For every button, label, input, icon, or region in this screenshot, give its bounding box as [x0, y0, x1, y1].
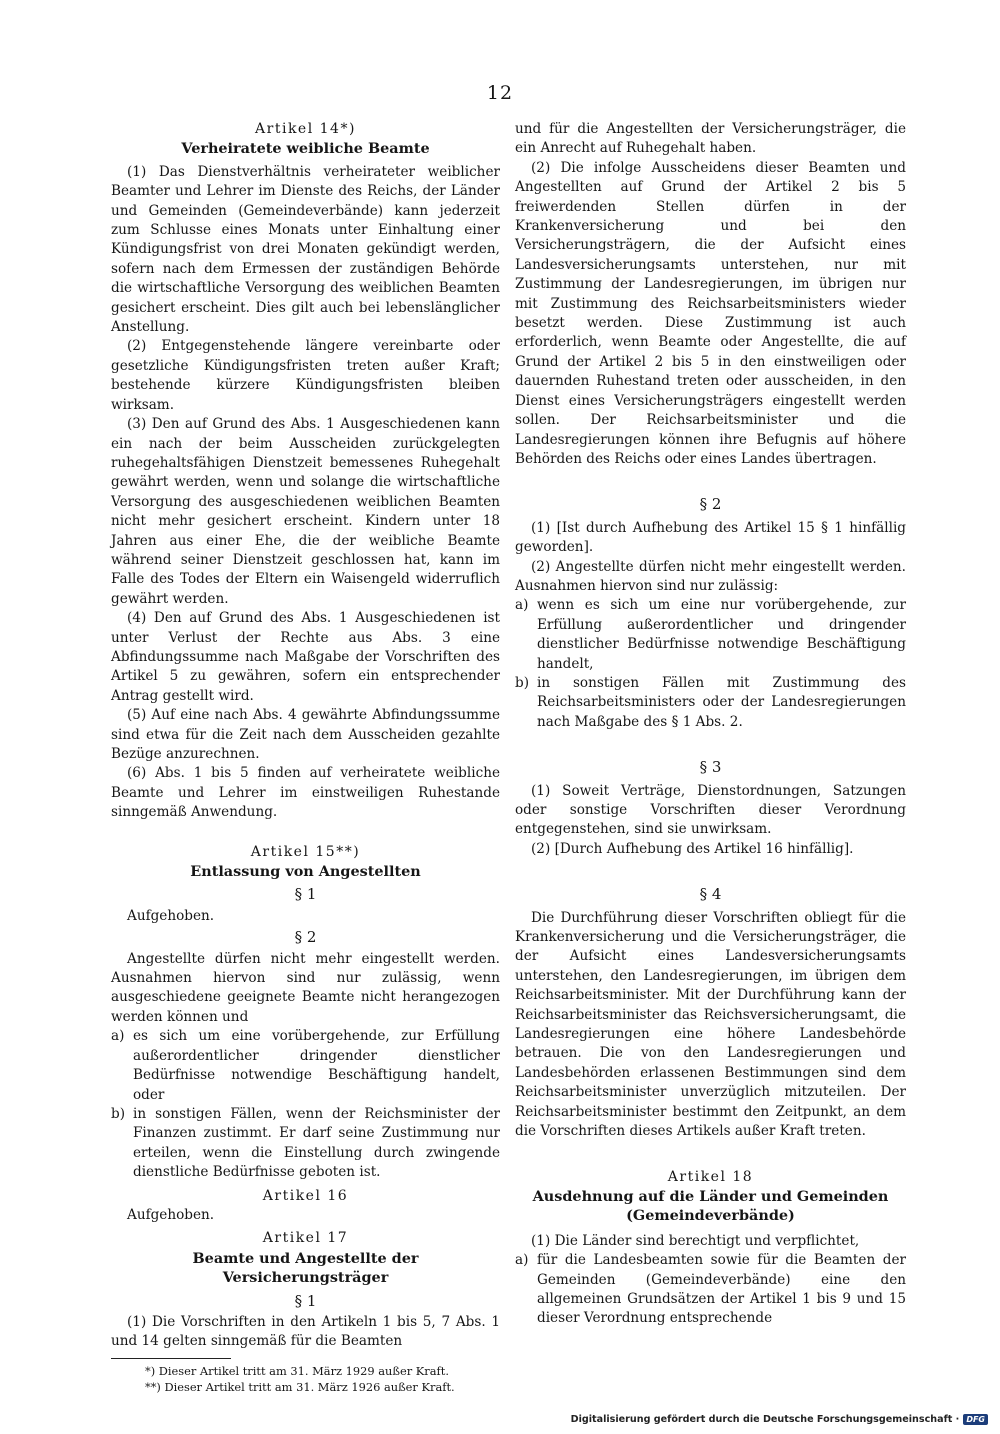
article-17-paragraph-2: (2) Die infolge Ausscheidens dieser Beamten und Angestellten auf Grund der Artikel 2 bis 5 freiwerdenden Stellen dürfen in der Krankenversicherung und bei den Versicherungsträgern, die der Aufsicht eines Landesversicherungsamts unterstehen, nur mit Zustimmung der Landesregierungen, im übrigen nur mit Zustimmung des Reichsarbeitsministers wieder besetzt werden. Diese Zustimmung ist auch erforderlich, wenn Beamte oder Angestellte, die auf Grund der Artikel 2 bis 5 in den einstweiligen oder dauernden Ruhestand treten oder ausscheiden, in den Dienst eines Versicherungsträgers eingestellt werden sollen. Der Reichsarbeitsminister und die Landesregierungen können ihre Befugnis auf höhere Behörden des Reichs oder eines Landes übertragen. [515, 159, 906, 467]
article-15-section-2-text: Angestellte dürfen nicht mehr eingestellt werden. Ausnahmen hiervon sind nur zulässig, wenn ausgeschiedene geeignete Beamte nicht herangezogen werden können und [111, 950, 500, 1025]
article-14-heading: Verheiratete weibliche Beamte [181, 140, 430, 158]
dfg-logo: DFG [963, 1414, 988, 1425]
article-14-paragraph-6: (6) Abs. 1 bis 5 finden auf verheiratete weibliche Beamte und Lehrer im einstweiligen Ruhestande sinngemäß Anwendung. [111, 765, 500, 821]
item-label: a) [515, 1252, 529, 1269]
article-15-heading: Entlassung von Angestellten [190, 863, 421, 881]
article-14-paragraph-4: (4) Den auf Grund des Abs. 1 Ausgeschiedenen ist unter Verlust der Rechte aus Abs. 3 eine Abfindungssumme nach Maßgabe der Vorschriften des Artikel 5 zu gewähren, sofern ein entsprechender Antrag gestellt wird. [111, 610, 500, 704]
article-14-paragraph-3: (3) Den auf Grund des Abs. 1 Ausgeschiedenen kann ein nach der beim Ausscheiden zurückgelegten ruhegehaltsfähigen Dienstzeit bemessenes Ruhegehalt gewährt werden, wenn und solange die wirtschaftliche Versorgung des ausgeschiedenen weiblichen Beamten nicht mehr gesichert erscheint. Kindern unter 18 Jahren aus einer Ehe, die der weibliche Beamte während seiner Dienstzeit geschlossen hat, kann im Falle des Todes der Eltern ein Waisengeld widerruflich gewährt werden. [111, 416, 500, 607]
section-2-item-a [515, 596, 906, 674]
article-15-item-b [111, 1105, 500, 1183]
item-text: in sonstigen Fällen, wenn der Reichsminister der Finanzen zustimmt. Er darf seine Zustimmung nur erteilen, wenn die Einstellung durch zwingende dienstliche Bedürfnisse geboten ist. [133, 1105, 500, 1181]
section-3-paragraph-2: (2) [Durch Aufhebung des Artikel 16 hinfällig]. [531, 840, 854, 857]
section-4: § 4 [699, 885, 722, 904]
article-15-section-1: § 1 [294, 885, 317, 904]
article-18-item-a [515, 1251, 906, 1329]
article-17-title: Artikel 17 [262, 1230, 349, 1247]
article-14-title: Artikel 14*) [255, 121, 356, 137]
article-17-heading: Beamte und Angestellte der Versicherungsträger [192, 1249, 419, 1287]
article-16-text: Aufgehoben. [127, 1206, 215, 1223]
article-18-title: Artikel 18 [667, 1168, 754, 1185]
item-text: es sich um eine vorübergehende, zur Erfüllung außerordentlicher dringender dienstlicher Bedürfnisse notwendige Beschäftigung handelt, oder [133, 1028, 500, 1103]
section-3-paragraph-1: (1) Soweit Verträge, Dienstordnungen, Satzungen oder sonstige Vorschriften dieser Verordnung entgegenstehen, sind sie unwirksam. [515, 782, 906, 838]
article-17-paragraph-1: (1) Die Vorschriften in den Artikeln 1 bis 5, 7 Abs. 1 und 14 gelten sinngemäß für die Beamten [111, 1313, 500, 1350]
item-label: a) [111, 1028, 125, 1045]
item-label: a) [515, 597, 529, 614]
footnote-2: **) Dieser Artikel tritt am 31. März 1926 außer Kraft. [145, 1379, 455, 1394]
article-14-paragraph-5: (5) Auf eine nach Abs. 4 gewährte Abfindungssumme sind etwa für die Zeit nach dem Ausscheiden gezahlte Bezüge anzurechnen. [111, 707, 500, 762]
page-number: 12 [486, 82, 514, 104]
article-14-paragraph-1: (1) Das Dienstverhältnis verheirateter weiblicher Beamter und Lehrer im Dienste des Reichs, der Länder und Gemeinden (Gemeindeverbände) kann jederzeit zum Schlusse eines Monats unter Einhaltung einer Kündigungsfrist von drei Monaten gekündigt werden, sofern nach dem Ermessen der zuständigen Behörde die wirtschaftliche Versorgung des weiblichen Beamten gesichert erscheint. Dies gilt auch bei lebenslänglicher Anstellung. [111, 163, 500, 336]
item-label: b) [111, 1105, 126, 1122]
section-2-paragraph-1: (1) [Ist durch Aufhebung des Artikel 15 § 1 hinfällig geworden]. [515, 519, 906, 556]
section-2: § 2 [699, 495, 722, 514]
section-2-paragraph-2: (2) Angestellte dürfen nicht mehr eingestellt werden. Ausnahmen hiervon sind nur zulässig: [515, 558, 906, 594]
article-17-continuation: und für die Angestellten der Versicherungsträger, die ein Anrecht auf Ruhegehalt haben. [515, 121, 906, 157]
article-16-title: Artikel 16 [262, 1187, 349, 1204]
article-15-section-2: § 2 [294, 928, 317, 947]
section-3: § 3 [699, 758, 722, 777]
article-17-section-1: § 1 [294, 1291, 317, 1310]
footnote-rule [111, 1358, 231, 1359]
footer-text: Digitalisierung gefördert durch die Deutsche Forschungsgemeinschaft · [570, 1414, 960, 1425]
left-column [111, 120, 500, 1395]
article-15-section-1-text: Aufgehoben. [127, 907, 215, 924]
article-15-item-a [111, 1027, 500, 1105]
footnote-1: *) Dieser Artikel tritt am 31. März 1929 außer Kraft. [145, 1363, 449, 1378]
section-2-item-b [515, 674, 906, 732]
article-18-heading: Ausdehnung auf die Länder und Gemeinden (Gemeindeverbände) [532, 1187, 889, 1225]
item-label: b) [515, 674, 530, 691]
right-column [515, 120, 906, 1329]
item-text: wenn es sich um eine nur vorübergehende, zur Erfüllung außerordentlicher und dringender dienstlicher Bedürfnisse notwendige Beschäftigung handelt, [537, 597, 906, 672]
article-14-paragraph-2: (2) Entgegenstehende längere vereinbarte oder gesetzliche Kündigungsfristen treten außer Kraft; bestehende kürzere Kündigungsfristen bleiben wirksam. [111, 338, 500, 413]
article-15-title: Artikel 15**) [250, 843, 361, 860]
item-text: für die Landesbeamten sowie für die Beamten der Gemeinden (Gemeindeverbände) eine den allgemeinen Grundsätzen der Artikel 1 bis 9 und 15 dieser Verordnung entsprechende [537, 1252, 906, 1327]
item-text: in sonstigen Fällen mit Zustimmung des Reichsarbeitsministers oder der Landesregierungen nach Maßgabe des § 1 Abs. 2. [537, 674, 906, 730]
digitization-footer [571, 1414, 988, 1425]
section-4-paragraph-1: Die Durchführung dieser Vorschriften obliegt für die Krankenversicherung und die Versicherungsträger, die der Aufsicht eines Landesversicherungsamts unterstehen, den Landesregierungen, im übrigen dem Reichsarbeitsminister. Mit der Durchführung kann der Reichsarbeitsminister das Reichsversicherungsamt, die Landesregierungen eine höhere Landesbehörde betrauen. Die von den Landesregierungen und Landesbehörden erlassenen Bestimmungen sind dem Reichsarbeitsminister unverzüglich mitzuteilen. Der Reichsarbeitsminister bestimmt den Zeitpunkt, an dem die Vorschriften dieses Artikels außer Kraft treten. [515, 909, 906, 1140]
article-18-paragraph-1: (1) Die Länder sind berechtigt und verpflichtet, [531, 1232, 860, 1249]
